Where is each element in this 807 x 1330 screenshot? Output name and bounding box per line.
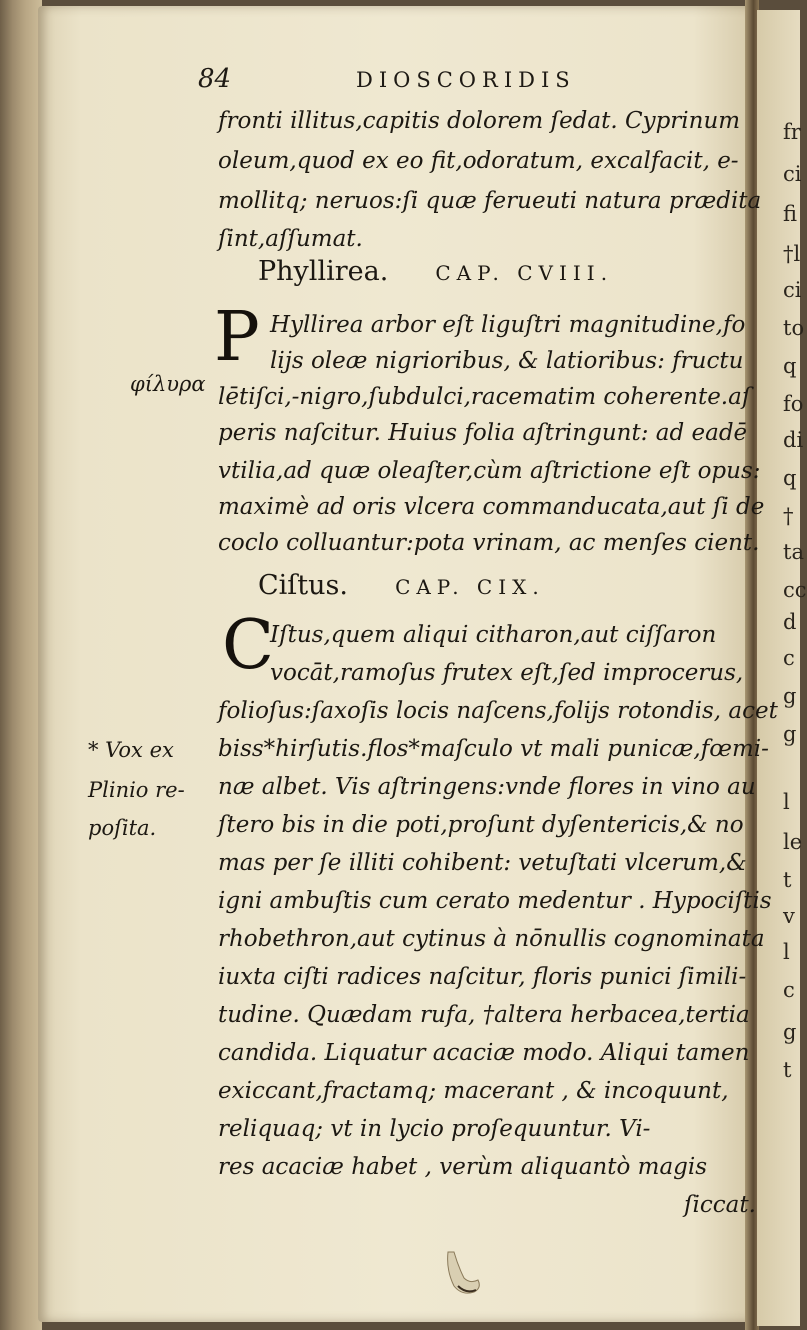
text-line: ſint,aſſumat. [218, 226, 363, 252]
text-line: folioſus:ſaxoſis locis naſcens,folijs rotondis, acet [218, 698, 778, 724]
text-line: peris naſcitur. Huius folia aſtringunt: ad eadē [218, 420, 748, 446]
facing-page-fragment: fr [783, 120, 801, 144]
facing-page-fragment: t [783, 868, 792, 892]
book-edge [0, 0, 42, 1330]
text-line: Iſtus,quem aliqui citharon,aut ciſſaron [270, 622, 717, 648]
text-line: oleum,quod ex eo fit,odoratum, excalfacit, e- [218, 148, 739, 174]
facing-page-fragment: l [783, 940, 790, 964]
facing-page-fragment: g [783, 684, 797, 708]
facing-page-fragment: ci [783, 278, 802, 302]
facing-page-fragment: q [783, 354, 797, 378]
text-line: lētiſci,-nigro,ſubdulci,racematim coherente.aſ [218, 384, 751, 410]
facing-page-fragment: t [783, 1058, 792, 1082]
text-line: reliquaq; vt in lycio proſequuntur. Vi- [218, 1116, 651, 1142]
text-line: ſiccat. [684, 1192, 756, 1218]
facing-page-fragment: ta [783, 540, 804, 564]
facing-page [757, 10, 807, 1326]
text-line: maximè ad oris vlcera commanducata,aut ſi de [218, 494, 765, 520]
facing-page-fragment: † [783, 504, 794, 528]
margin-note: Plinio re- [88, 778, 185, 802]
text-line: fronti illitus,capitis dolorem ſedat. Cyprinum [218, 108, 741, 134]
text-line: lijs oleæ nigrioribus, & latioribus: fructu [270, 348, 744, 374]
facing-page-fragment: ci [783, 162, 802, 186]
facing-page-fragment: l [783, 790, 790, 814]
facing-page-fragment: le [783, 830, 803, 854]
facing-page-fragment: v [783, 904, 795, 928]
text-line: næ albet. Vis aſtringens:vnde flores in vino au [218, 774, 756, 800]
facing-page-fragment: g [783, 1020, 797, 1044]
section-title: Phyllirea. [258, 256, 389, 287]
text-line: exiccant,fractamq; macerant , & incoquunt, [218, 1078, 729, 1104]
facing-page-fragment: q [783, 466, 797, 490]
facing-page-fragment: fo [783, 392, 804, 416]
text-line: coclo colluantur:pota vrinam, ac menſes cient. [218, 530, 760, 556]
text-line: res acaciæ habet , verùm aliquantò magis [218, 1154, 708, 1180]
margin-note: * Vox ex [88, 738, 174, 762]
text-line: tudine. Quædam rufa, †altera herbacea,tertia [218, 1002, 750, 1028]
facing-page-fragment: c [783, 978, 795, 1002]
text-line: igni ambuſtis cum cerato medentur . Hypociſtis [218, 888, 772, 914]
text-line: biss*hirſutis.flos*maſculo vt mali punicæ,fœmi- [218, 736, 769, 762]
facing-page-fragment: cc [783, 578, 807, 602]
text-line: candida. Liquatur acaciæ modo. Aliqui tamen [218, 1040, 750, 1066]
facing-page-fragment: d [783, 610, 797, 634]
text-line: rhobethron,aut cytinus à nōnullis cognominata [218, 926, 765, 952]
drop-cap: C [222, 606, 275, 685]
chapter-number: CAP. CIX. [395, 575, 545, 599]
page-number: 84 [198, 64, 232, 94]
text-line: ſtero bis in die poti,proſunt dyſentericis,& no [218, 812, 744, 838]
text-line: iuxta ciſti radices naſcitur, floris punici ſimili- [218, 964, 747, 990]
drop-cap: P [214, 298, 260, 377]
section-title: Ciſtus. [258, 570, 348, 601]
page-header [198, 64, 648, 104]
paper-damage-mark [440, 1250, 490, 1300]
chapter-number: CAP. CVIII. [435, 261, 614, 285]
text-line: mas per ſe illiti cohibent: vetuſtati vlcerum,& [218, 850, 747, 876]
running-title: DIOSCORIDIS [356, 68, 576, 92]
section-heading [258, 570, 545, 601]
facing-page-fragment: c [783, 646, 795, 670]
facing-page-fragment: †l [783, 242, 801, 266]
text-line: vtilia,ad quæ oleaſter,cùm aſtrictione eſt opus: [218, 458, 761, 484]
text-line: mollitq; neruos:ſi quæ ferueuti natura prædita [218, 188, 762, 214]
facing-page-fragment: g [783, 722, 797, 746]
facing-page-fragment: to [783, 316, 805, 340]
section-heading [258, 256, 613, 287]
margin-note-greek: φίλυρα [130, 372, 206, 396]
facing-page-fragment: di [783, 428, 804, 452]
facing-page-fragment: fi [783, 202, 798, 226]
text-line: vocāt,ramoſus frutex eſt,ſed improcerus, [270, 660, 744, 686]
margin-note: poſita. [88, 816, 157, 840]
text-line: Hyllirea arbor eſt liguſtri magnitudine,fo [270, 312, 746, 338]
